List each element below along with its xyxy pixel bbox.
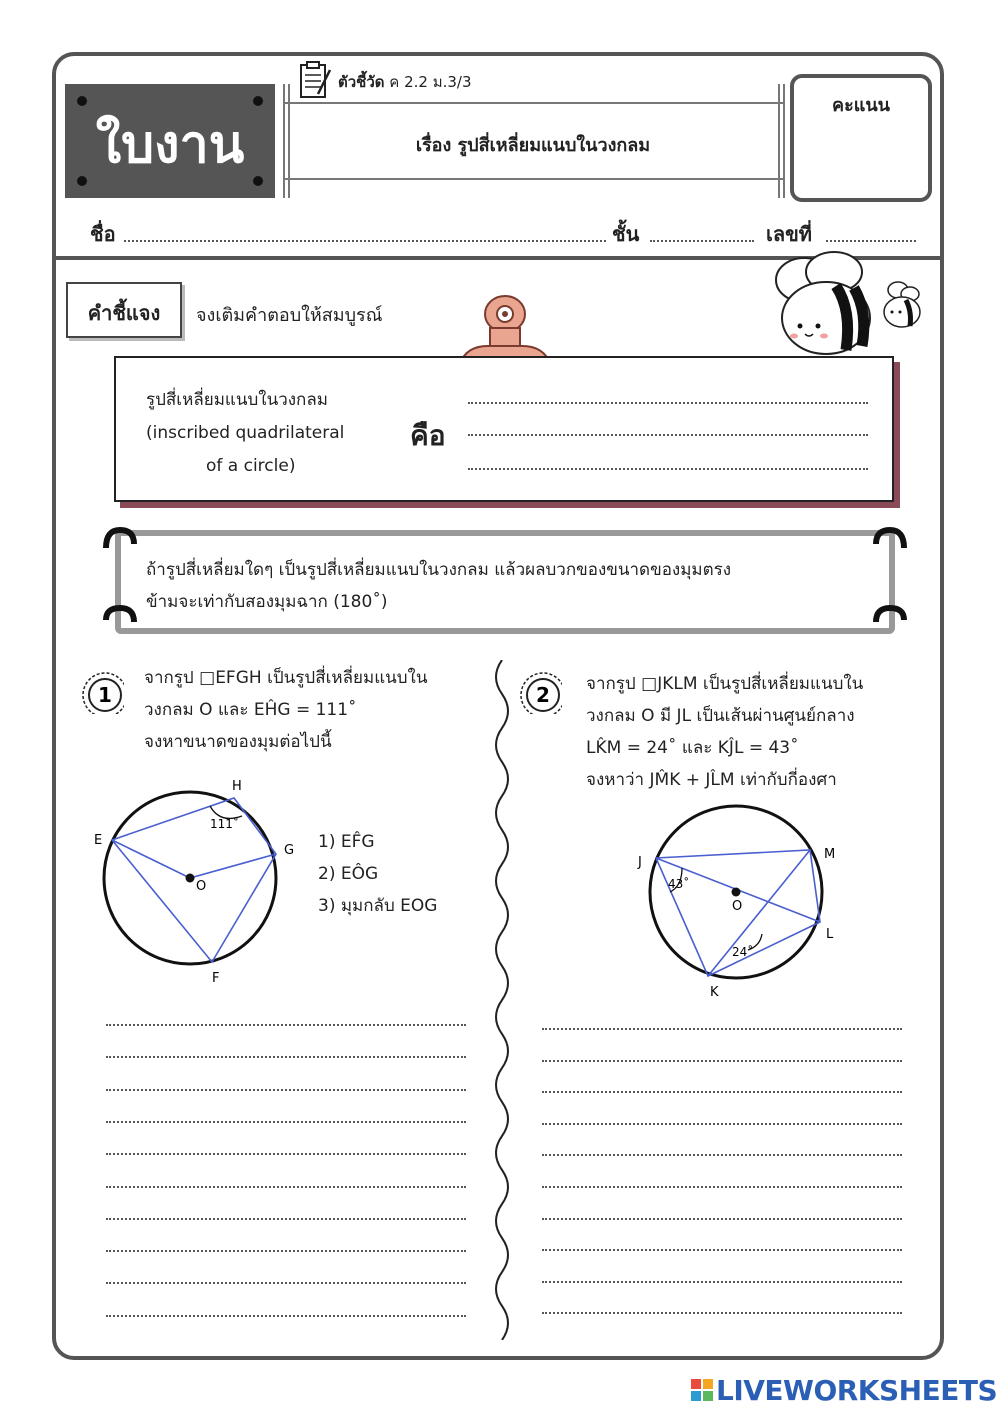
definition-answer-line-2[interactable] — [468, 434, 868, 436]
worksheet-label: ใบงาน — [95, 115, 245, 175]
svg-text:24˚: 24˚ — [732, 945, 754, 959]
svg-text:E: E — [94, 833, 103, 848]
score-box[interactable] — [790, 74, 932, 202]
number-field[interactable] — [826, 240, 916, 242]
svg-text:111˚: 111˚ — [210, 817, 239, 831]
svg-text:G: G — [284, 843, 295, 858]
question-1-answer-line[interactable] — [106, 1186, 466, 1188]
instructions-text: จงเติมคำตอบให้สมบูรณ์ — [196, 305, 383, 326]
question-1-item-1: 1) EF̂G — [318, 832, 375, 852]
svg-text:K: K — [710, 985, 719, 1000]
question-1-answer-line[interactable] — [106, 1218, 466, 1220]
svg-text:M: M — [824, 847, 836, 862]
lesson-title: เรื่อง รูปสี่เหลี่ยมแนบในวงกลม — [415, 135, 651, 156]
svg-text:43˚: 43˚ — [668, 877, 690, 891]
question-2-answer-line[interactable] — [542, 1281, 902, 1283]
question-2-answer-line[interactable] — [542, 1123, 902, 1125]
question-2-diagram — [630, 800, 850, 1006]
worksheet-title-box — [65, 84, 275, 198]
question-1-diagram — [86, 772, 300, 992]
question-1-badge — [80, 670, 124, 714]
question-1-item-2: 2) EÔG — [318, 864, 379, 884]
name-label: ชื่อ — [90, 222, 116, 246]
svg-text:1: 1 — [98, 683, 112, 707]
instructions-label: คำชี้แจง — [87, 301, 161, 325]
question-1-items — [318, 826, 437, 922]
question-1-answer-line[interactable] — [106, 1250, 466, 1252]
question-2-text: จากรูป □JKLM เป็นรูปสี่เหลี่ยมแนบใน วงกลม O มี JL เป็นเส้นผ่านศูนย์กลาง LK̂M = 24˚ และ KĴL = 43˚ จงหาว่า JM̂K + JL̂M เท่ากับกี่องศา — [586, 674, 864, 790]
question-1-text: จากรูป □EFGH เป็นรูปสี่เหลี่ยมแนบใน วงกลม O และ EĤG = 111˚ จงหาขนาดของมุมต่อไปนี้ — [144, 668, 428, 752]
bee-icon — [764, 250, 934, 360]
question-1-answer-line[interactable] — [106, 1315, 466, 1317]
question-2-answer-line[interactable] — [542, 1186, 902, 1188]
svg-text:H: H — [232, 779, 242, 794]
definition-answer-line-1[interactable] — [468, 402, 868, 404]
header-hline-bottom — [283, 178, 785, 180]
clipboard-icon — [298, 60, 332, 100]
question-1-item-3: 3) มุมกลับ EOG — [318, 896, 438, 916]
definition-is-word: คือ — [410, 419, 446, 452]
liveworksheets-brand: LIVEWORKSHEETS — [716, 1374, 998, 1407]
svg-text:O: O — [732, 899, 743, 914]
question-1-answer-line[interactable] — [106, 1056, 466, 1058]
definition-text: รูปสี่เหลี่ยมแนบในวงกลม (inscribed quadrilateral of a circle) — [146, 390, 345, 476]
indicator: ตัวชี้วัด ค 2.2 ม.3/3 — [338, 73, 472, 91]
question-2-badge — [518, 670, 562, 714]
svg-text:F: F — [212, 971, 220, 986]
question-1-answer-line[interactable] — [106, 1153, 466, 1155]
header-hline-top — [283, 102, 785, 104]
class-field[interactable] — [650, 240, 754, 242]
question-2-answer-line[interactable] — [542, 1312, 902, 1314]
question-2-answer-line[interactable] — [542, 1060, 902, 1062]
svg-text:2: 2 — [536, 683, 550, 707]
svg-text:L: L — [826, 927, 834, 942]
wavy-divider — [486, 660, 518, 1340]
score-label: คะแนน — [832, 95, 890, 116]
svg-text:J: J — [638, 855, 642, 870]
svg-text:O: O — [196, 879, 207, 894]
instructions-box — [66, 282, 182, 338]
liveworksheets-logo-icon — [690, 1378, 714, 1402]
question-2-answer-line[interactable] — [542, 1154, 902, 1156]
question-2-answer-line[interactable] — [542, 1091, 902, 1093]
question-1-answer-line[interactable] — [106, 1089, 466, 1091]
scroll-curl-left — [100, 524, 140, 642]
question-1-answer-line[interactable] — [106, 1121, 466, 1123]
definition-answer-line-3[interactable] — [468, 468, 868, 470]
number-label: เลขที่ — [766, 222, 812, 246]
question-1-answer-line[interactable] — [106, 1282, 466, 1284]
question-2-answer-line[interactable] — [542, 1218, 902, 1220]
theorem-text: ถ้ารูปสี่เหลี่ยมใดๆ เป็นรูปสี่เหลี่ยมแนบในวงกลม แล้วผลบวกของขนาดของมุมตรง ข้ามจะเท่ากับสองมุมฉาก (180˚) — [146, 560, 732, 612]
question-1-answer-line[interactable] — [106, 1024, 466, 1026]
question-2-answer-line[interactable] — [542, 1028, 902, 1030]
scroll-curl-right — [870, 524, 910, 642]
question-2-answer-line[interactable] — [542, 1249, 902, 1251]
name-field[interactable] — [124, 240, 606, 242]
class-label: ชั้น — [612, 222, 640, 246]
